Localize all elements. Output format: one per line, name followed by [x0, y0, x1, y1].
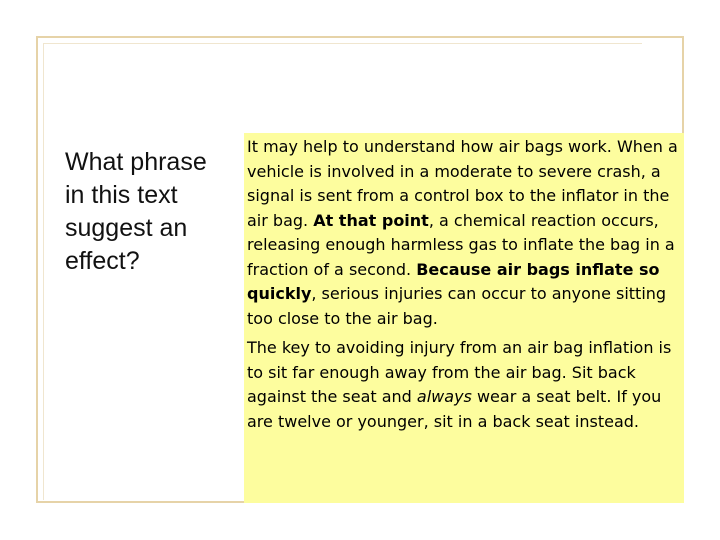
passage-p2-text-2: wear a seat belt. If you are twelve or younger, sit in a back seat instead.	[247, 387, 662, 431]
emphasis-always: always	[416, 387, 472, 406]
passage-p1-text-3: , serious injuries can occur to anyone sitting too close to the air bag.	[247, 284, 667, 328]
passage-paragraph-2	[247, 336, 682, 434]
passage-p1-text-1: It may help to understand how air bags work. When a vehicle is involved in a moderate to severe crash, a signal is sent from a control box to the inflator in the air bag.	[247, 137, 678, 230]
emphasis-because-clause: Because air bags inflate so quickly	[247, 259, 660, 303]
question-text: What phrase in this text suggest an effect?	[65, 148, 207, 275]
emphasis-at-that-point: At that point	[313, 210, 429, 230]
passage-box	[244, 133, 684, 503]
passage-paragraph-1	[247, 135, 682, 331]
passage-p1-text-2: , a chemical reaction occurs, releasing enough harmless gas to inflate the bag in a fraction of a second.	[247, 210, 675, 279]
passage-p2-text-1: The key to avoiding injury from an air bag inflation is to sit far enough away from the air bag. Sit back against the seat and	[247, 338, 672, 406]
